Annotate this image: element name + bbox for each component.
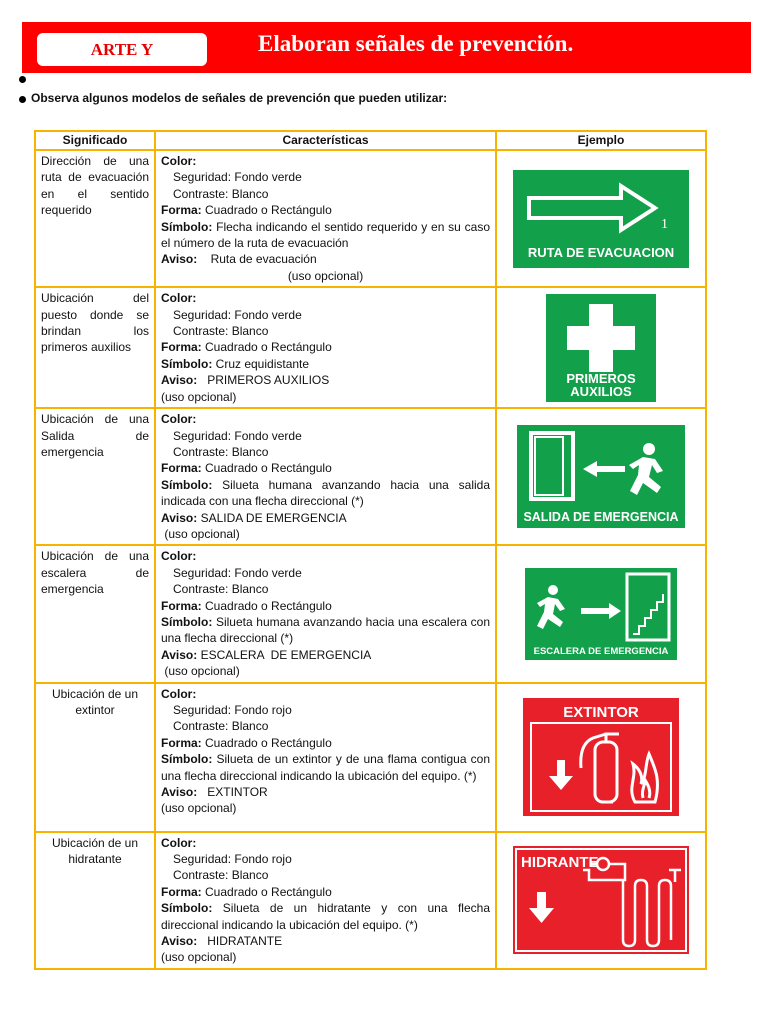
ejemplo-cell <box>496 150 706 287</box>
aviso-text: ESCALERA DE EMERGENCIA <box>197 647 372 662</box>
contraste-text: Contraste: Blanco <box>173 324 269 339</box>
hidrante-sign <box>513 846 689 954</box>
simbolo-label: Símbolo: <box>161 477 213 492</box>
significado-cell: Ubicación de un hidratante <box>35 832 155 969</box>
header-significado: Significado <box>35 131 155 150</box>
simbolo-text: Silueta de un extintor y de una flama contigua con una flecha direccional indicando la ubicación del equipo. (*) <box>161 752 490 783</box>
simbolo-label: Símbolo: <box>161 614 213 629</box>
contraste-text: Contraste: Blanco <box>173 186 269 201</box>
forma-text: Cuadrado o Rectángulo <box>201 598 332 613</box>
contraste-text: Contraste: Blanco <box>173 868 269 883</box>
seguridad-text: Seguridad: Fondo verde <box>173 428 302 443</box>
sign-label: EXTINTOR <box>563 704 639 722</box>
caracteristicas-cell <box>155 545 496 682</box>
simbolo-text: Cruz equidistante <box>212 356 310 371</box>
seguridad-text: Seguridad: Fondo rojo <box>173 852 292 866</box>
simbolo-text: Silueta humana avanzando hacia una escalera con una flecha direccional (*) <box>161 614 490 646</box>
color-label: Color: <box>161 291 197 306</box>
bullet-icon <box>19 76 26 83</box>
simbolo-label: Símbolo: <box>161 219 213 234</box>
aviso-label: Aviso: <box>161 373 198 388</box>
seguridad-text: Seguridad: Fondo verde <box>173 565 302 580</box>
caracteristicas-cell <box>155 683 496 832</box>
seguridad-text: Seguridad: Fondo rojo <box>173 703 292 717</box>
ejemplo-cell <box>496 408 706 545</box>
simbolo-text: Silueta humana avanzando hacia una salida indicada con una flecha direccional (*) <box>161 477 490 509</box>
seguridad-text: Seguridad: Fondo verde <box>173 170 302 185</box>
significado-cell: Ubicación de una escalera de emergencia <box>35 545 155 682</box>
table-header-row <box>35 131 706 150</box>
color-label: Color: <box>161 686 197 701</box>
sign-label: ESCALERA DE EMERGENCIA <box>533 645 669 657</box>
table-row <box>35 287 706 408</box>
forma-text: Cuadrado o Rectángulo <box>201 735 332 750</box>
table-row <box>35 683 706 832</box>
color-label: Color: <box>161 835 197 850</box>
table-row <box>35 832 706 969</box>
table-row <box>35 150 706 287</box>
contraste-text: Contraste: Blanco <box>173 719 269 734</box>
ejemplo-cell <box>496 832 706 969</box>
simbolo-label: Símbolo: <box>161 901 213 916</box>
ejemplo-cell <box>496 545 706 682</box>
aviso-text: HIDRATANTE <box>197 934 283 949</box>
aviso-label: Aviso: <box>161 647 198 662</box>
header-banner <box>22 22 751 73</box>
escalera-emergencia-sign <box>525 568 677 660</box>
forma-label: Forma: <box>161 203 202 218</box>
ruta-evacuacion-sign <box>513 170 689 268</box>
significado-cell: Ubicación de una Salida de emergencia <box>35 408 155 545</box>
opcional-text: (uso opcional) <box>287 268 364 283</box>
aviso-text: Ruta de evacuación <box>197 252 317 267</box>
sign-label: RUTA DE EVACUACION <box>527 244 675 260</box>
forma-text: Cuadrado o Rectángulo <box>201 884 332 899</box>
forma-label: Forma: <box>161 340 202 355</box>
contraste-text: Contraste: Blanco <box>173 582 269 597</box>
forma-text: Cuadrado o Rectángulo <box>201 340 332 355</box>
contraste-text: Contraste: Blanco <box>173 444 269 459</box>
table-row <box>35 408 706 545</box>
color-label: Color: <box>161 549 197 564</box>
instruction-text: Observa algunos modelos de señales de prevención que pueden utilizar: <box>31 91 448 105</box>
significado-cell: Ubicación de un extintor <box>35 683 155 832</box>
aviso-label: Aviso: <box>161 785 198 800</box>
simbolo-text: Flecha indicando el sentido requerido y en su caso el número de la ruta de evacuación <box>161 219 490 251</box>
caracteristicas-cell <box>155 150 496 287</box>
color-label: Color: <box>161 154 197 168</box>
seguridad-text: Seguridad: Fondo verde <box>173 307 302 322</box>
caracteristicas-cell <box>155 408 496 545</box>
significado-cell: Ubicación del puesto donde se brindan los primeros auxilios <box>35 287 155 408</box>
aviso-label: Aviso: <box>161 510 198 525</box>
subject-label: ARTE Y <box>37 33 207 66</box>
forma-label: Forma: <box>161 598 202 613</box>
opcional-text: (uso opcional) <box>161 950 237 965</box>
bullet-icon <box>19 96 26 103</box>
aviso-label: Aviso: <box>161 934 198 949</box>
aviso-text: PRIMEROS AUXILIOS <box>197 373 330 388</box>
header-ejemplo: Ejemplo <box>496 131 706 150</box>
opcional-text: (uso opcional) <box>161 664 240 679</box>
primeros-auxilios-sign <box>546 294 656 402</box>
ejemplo-cell <box>496 287 706 408</box>
aviso-text: SALIDA DE EMERGENCIA <box>197 510 347 525</box>
header-caracteristicas: Características <box>155 131 496 150</box>
opcional-text: (uso opcional) <box>161 801 237 816</box>
ejemplo-cell <box>496 683 706 832</box>
opcional-text: (uso opcional) <box>161 526 240 541</box>
sign-label: HIDRANTE <box>521 854 599 872</box>
caracteristicas-cell <box>155 832 496 969</box>
sign-label-line2: AUXILIOS <box>570 383 632 399</box>
table-row <box>35 545 706 682</box>
significado-cell: Dirección de una ruta de evacuación en el sentido requerido <box>35 150 155 287</box>
forma-label: Forma: <box>161 461 202 476</box>
signs-table <box>34 130 707 970</box>
forma-label: Forma: <box>161 735 202 750</box>
simbolo-label: Símbolo: <box>161 752 213 767</box>
simbolo-text: Silueta de un hidratante y con una flecha direccional indicando la ubicación del equipo. (*) <box>161 901 490 932</box>
extintor-sign <box>523 698 679 816</box>
caracteristicas-cell <box>155 287 496 408</box>
forma-label: Forma: <box>161 884 202 899</box>
sign-label-line1: PRIMEROS <box>566 370 636 386</box>
sign-label: SALIDA DE EMERGENCIA <box>523 510 679 525</box>
salida-emergencia-sign <box>517 425 685 528</box>
simbolo-label: Símbolo: <box>161 356 213 371</box>
opcional-text: (uso opcional) <box>161 389 237 404</box>
aviso-label: Aviso: <box>161 252 198 267</box>
forma-text: Cuadrado o Rectángulo <box>201 461 332 476</box>
color-label: Color: <box>161 412 197 427</box>
aviso-text: EXTINTOR <box>197 785 268 800</box>
page-title: Elaboran señales de prevención. <box>258 31 574 56</box>
route-number: 1 <box>661 216 668 232</box>
forma-text: Cuadrado o Rectángulo <box>201 203 332 218</box>
